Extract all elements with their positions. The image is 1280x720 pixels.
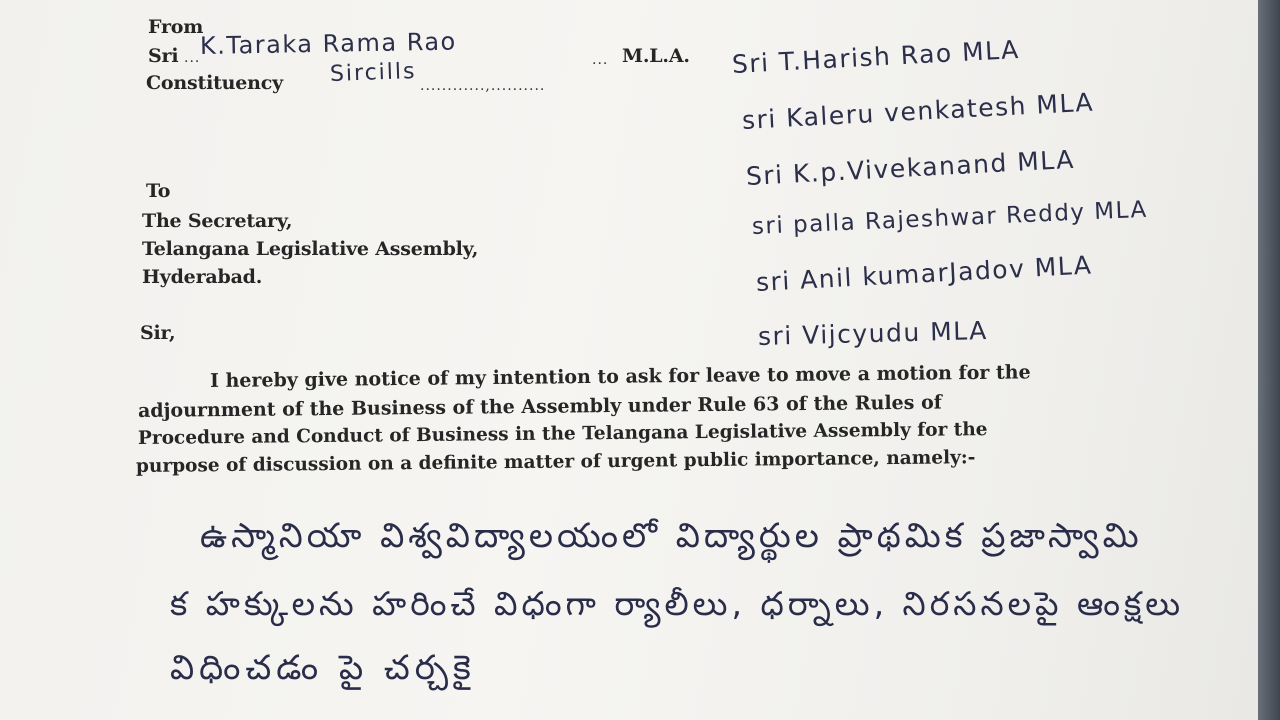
sender-name: K.Taraka Rama Rao <box>199 27 457 60</box>
constituency-label: Constituency <box>146 72 284 94</box>
body-line-2: adjournment of the Business of the Assembly under Rule 63 of the Rules of <box>137 391 942 422</box>
background-edge <box>1258 0 1280 720</box>
matter-line-2: క హక్కులను హరించే విధంగా ర్యాలీలు, ధర్నాలు, నిరసనలపై ఆంక్షలు <box>170 584 1185 623</box>
matter-line-1: ఉస్మానియా విశ్వవిద్యాలయంలో విద్యార్థుల ప్రాథమిక ప్రజాస్వామి <box>200 516 1143 556</box>
cosigner-4: sri palla Rajeshwar Reddy MLA <box>751 196 1149 240</box>
cosigner-3: Sri K.p.Vivekanand MLA <box>745 144 1076 191</box>
recipient-line-3: Hyderabad. <box>142 266 263 288</box>
recipient-line-1: The Secretary, <box>142 210 293 232</box>
constituency-dots: ............,.......... <box>420 78 546 94</box>
cosigner-5: sri Anil kumarJadov MLA <box>755 250 1094 297</box>
name-dots-lead: ... <box>184 50 201 66</box>
recipient-line-2: Telangana Legislative Assembly, <box>142 238 479 260</box>
cosigner-1: Sri T.Harish Rao MLA <box>731 34 1021 79</box>
constituency-value: Sircills <box>329 58 417 87</box>
from-label: From <box>148 16 204 38</box>
sri-label: Sri <box>148 45 179 67</box>
name-dots-tail: ... <box>592 52 609 68</box>
mla-label: M.L.A. <box>622 45 690 67</box>
salutation: Sir, <box>140 322 176 344</box>
matter-line-3: విధించడం పై చర్చకై <box>170 648 476 688</box>
body-line-4: purpose of discussion on a definite matter of urgent public importance, namely:- <box>135 447 976 477</box>
to-label: To <box>146 180 171 202</box>
cosigner-2: sri Kaleru venkatesh MLA <box>741 87 1095 135</box>
cosigner-6: sri Vijcyudu MLA <box>757 315 989 351</box>
body-line-1: I hereby give notice of my intention to ask for leave to move a motion for the <box>209 361 1031 392</box>
body-line-3: Procedure and Conduct of Business in the Telangana Legislative Assembly for the <box>137 419 988 449</box>
